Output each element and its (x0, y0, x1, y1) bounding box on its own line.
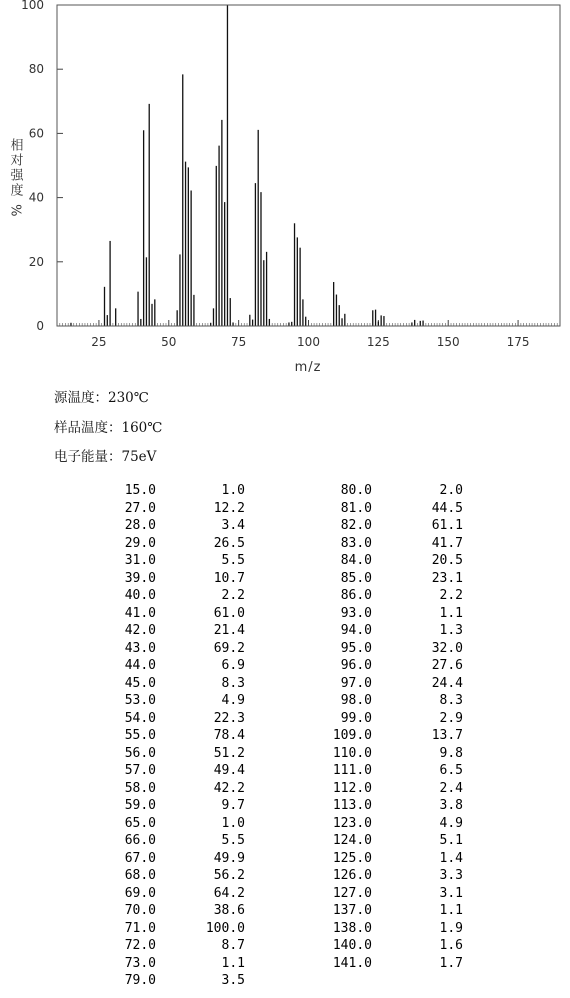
x-axis (91, 320, 529, 349)
mz-cell: 66.0 (124, 833, 156, 848)
intensity-cell: 5.5 (221, 553, 245, 568)
intensity-cell: 6.5 (439, 763, 463, 778)
mz-cell: 85.0 (340, 570, 372, 586)
mz-cell: 138.0 (332, 920, 372, 936)
intensity-cell: 1.1 (439, 903, 463, 918)
x-tick-label: 150 (436, 335, 460, 349)
intensity-cell: 13.7 (431, 728, 463, 743)
mz-cell: 15.0 (124, 483, 156, 498)
intensity-cell: 2.2 (439, 588, 463, 603)
x-tick-label: 25 (91, 335, 107, 349)
table-row (0, 920, 570, 938)
mz-cell: 28.0 (124, 518, 156, 533)
mz-cell: 124.0 (332, 833, 372, 848)
mz-cell: 81.0 (340, 500, 372, 516)
table-row (0, 552, 570, 570)
mz-cell: 141.0 (332, 955, 372, 971)
intensity-cell: 3.3 (439, 868, 463, 883)
table-row (0, 605, 570, 623)
mz-cell: 110.0 (332, 745, 372, 761)
mz-cell: 82.0 (340, 518, 372, 533)
mz-cell: 95.0 (340, 640, 372, 656)
mz-cell: 41.0 (124, 605, 156, 621)
x-axis-label: m/z (294, 360, 322, 375)
intensity-cell: 64.2 (213, 885, 245, 901)
y-tick-label: 40 (28, 190, 44, 205)
mz-cell: 86.0 (340, 588, 372, 603)
sample-temperature: 样品温度：160℃ (54, 420, 163, 436)
intensity-cell: 1.9 (439, 920, 463, 936)
x-tick-label: 75 (230, 335, 247, 349)
x-tick-label: 175 (506, 335, 530, 349)
mz-cell: 80.0 (340, 483, 372, 498)
plot-frame (57, 5, 560, 326)
intensity-cell: 9.8 (439, 745, 463, 761)
intensity-cell: 1.1 (221, 955, 245, 971)
mz-cell: 67.0 (124, 850, 156, 866)
intensity-cell: 100.0 (205, 920, 245, 936)
intensity-cell: 4.9 (221, 693, 245, 708)
intensity-cell: 10.7 (213, 570, 245, 586)
intensity-cell: 44.5 (431, 500, 463, 516)
intensity-cell: 1.7 (439, 955, 463, 971)
intensity-cell: 51.2 (213, 745, 245, 761)
table-row (0, 727, 570, 745)
intensity-cell: 5.5 (221, 833, 245, 848)
y-tick-label: 20 (28, 254, 44, 269)
intensity-cell: 61.1 (431, 518, 463, 533)
mz-cell: 99.0 (340, 710, 372, 726)
table-row (0, 762, 570, 780)
mz-cell: 44.0 (124, 658, 156, 673)
mz-cell: 83.0 (340, 535, 372, 551)
spectrum-peaks (71, 5, 423, 326)
table-row (0, 850, 570, 868)
intensity-cell: 26.5 (213, 535, 245, 551)
intensity-cell: 24.4 (431, 675, 463, 691)
mz-cell: 68.0 (124, 868, 156, 883)
table-row (0, 710, 570, 728)
table-row (0, 517, 570, 535)
mz-cell: 69.0 (124, 885, 156, 901)
mass-spectrum-chart (0, 0, 570, 380)
intensity-cell: 41.7 (431, 535, 463, 551)
mz-cell: 31.0 (124, 553, 156, 568)
mz-cell: 43.0 (124, 640, 156, 656)
y-tick-label: 60 (28, 126, 44, 141)
table-row (0, 482, 570, 500)
mz-cell: 72.0 (124, 938, 156, 953)
electron-energy: 电子能量：75eV (54, 449, 157, 465)
mz-cell: 113.0 (332, 798, 372, 813)
mz-cell: 58.0 (124, 780, 156, 796)
intensity-cell: 5.1 (439, 833, 463, 848)
intensity-cell: 78.4 (213, 728, 245, 743)
table-row (0, 797, 570, 815)
x-tick-label: 100 (297, 335, 320, 349)
mz-cell: 94.0 (340, 623, 372, 638)
mz-cell: 96.0 (340, 658, 372, 673)
x-tick-label: 125 (366, 335, 390, 349)
table-row (0, 675, 570, 693)
mz-cell: 93.0 (340, 605, 372, 621)
mz-cell: 73.0 (124, 955, 156, 971)
intensity-cell: 56.2 (213, 868, 245, 883)
mz-cell: 65.0 (124, 815, 156, 831)
mz-cell: 123.0 (332, 815, 372, 831)
mz-cell: 71.0 (124, 920, 156, 936)
mz-cell: 39.0 (124, 570, 156, 586)
mz-cell: 54.0 (124, 710, 156, 726)
mz-cell: 98.0 (340, 693, 372, 708)
x-tick-label: 50 (161, 335, 177, 349)
intensity-cell: 1.3 (439, 623, 463, 638)
intensity-cell: 32.0 (431, 640, 463, 656)
table-row (0, 832, 570, 850)
intensity-cell: 3.1 (439, 885, 463, 901)
mz-cell: 29.0 (124, 535, 156, 551)
table-row (0, 955, 570, 973)
table-row (0, 972, 570, 990)
intensity-cell: 8.7 (221, 938, 245, 953)
mz-cell: 125.0 (332, 850, 372, 866)
intensity-cell: 4.9 (439, 815, 463, 831)
mz-cell: 55.0 (124, 728, 156, 743)
table-row (0, 745, 570, 763)
intensity-cell: 69.2 (213, 640, 245, 656)
table-row (0, 902, 570, 920)
mz-cell: 57.0 (124, 763, 156, 778)
mz-cell: 127.0 (332, 885, 372, 901)
intensity-cell: 3.8 (439, 798, 463, 813)
table-row (0, 570, 570, 588)
mz-cell: 56.0 (124, 745, 156, 761)
intensity-cell: 6.9 (221, 658, 245, 673)
intensity-cell: 2.4 (439, 780, 463, 796)
intensity-cell: 12.2 (213, 500, 245, 516)
table-row (0, 587, 570, 605)
intensity-cell: 2.0 (439, 483, 463, 498)
table-row (0, 500, 570, 518)
mz-cell: 79.0 (124, 973, 156, 988)
intensity-cell: 3.5 (221, 973, 245, 988)
intensity-cell: 8.3 (221, 675, 245, 691)
intensity-cell: 9.7 (221, 798, 245, 813)
table-row (0, 885, 570, 903)
intensity-cell: 38.6 (213, 903, 245, 918)
intensity-cell: 1.0 (221, 815, 245, 831)
intensity-cell: 8.3 (439, 693, 463, 708)
mz-cell: 137.0 (332, 903, 372, 918)
mz-cell: 111.0 (332, 763, 372, 778)
y-tick-label: 100 (21, 0, 44, 12)
table-row (0, 657, 570, 675)
intensity-cell: 23.1 (431, 570, 463, 586)
source-temperature: 源温度：230℃ (54, 390, 149, 406)
intensity-cell: 20.5 (431, 553, 463, 568)
mz-cell: 45.0 (124, 675, 156, 691)
intensity-cell: 2.9 (439, 710, 463, 726)
mz-cell: 27.0 (124, 500, 156, 516)
mz-cell: 40.0 (124, 588, 156, 603)
intensity-cell: 1.4 (439, 850, 463, 866)
intensity-cell: 22.3 (213, 710, 245, 726)
intensity-cell: 61.0 (213, 605, 245, 621)
mz-cell: 140.0 (332, 938, 372, 953)
y-axis-label: 相对强度 % (7, 138, 23, 219)
mz-cell: 109.0 (332, 728, 372, 743)
intensity-cell: 27.6 (431, 658, 463, 673)
intensity-cell: 2.2 (221, 588, 245, 603)
intensity-cell: 49.4 (213, 763, 245, 778)
y-tick-label: 0 (36, 319, 44, 333)
mz-cell: 84.0 (340, 553, 372, 568)
mz-cell: 97.0 (340, 675, 372, 691)
y-tick-label: 80 (28, 62, 44, 77)
intensity-cell: 1.0 (221, 483, 245, 498)
table-row (0, 692, 570, 710)
intensity-cell: 49.9 (213, 850, 245, 866)
intensity-cell: 1.1 (439, 605, 463, 621)
mz-cell: 42.0 (124, 623, 156, 638)
table-row (0, 815, 570, 833)
intensity-cell: 1.6 (439, 938, 463, 953)
intensity-cell: 21.4 (213, 623, 245, 638)
mz-cell: 70.0 (124, 903, 156, 918)
mz-cell: 126.0 (332, 868, 372, 883)
table-row (0, 867, 570, 885)
table-row (0, 780, 570, 798)
intensity-cell: 42.2 (213, 780, 245, 796)
table-row (0, 535, 570, 553)
mz-cell: 53.0 (124, 693, 156, 708)
intensity-cell: 3.4 (221, 518, 245, 533)
table-row (0, 937, 570, 955)
table-row (0, 640, 570, 658)
table-row (0, 622, 570, 640)
mz-cell: 59.0 (124, 798, 156, 813)
mz-cell: 112.0 (332, 780, 372, 796)
